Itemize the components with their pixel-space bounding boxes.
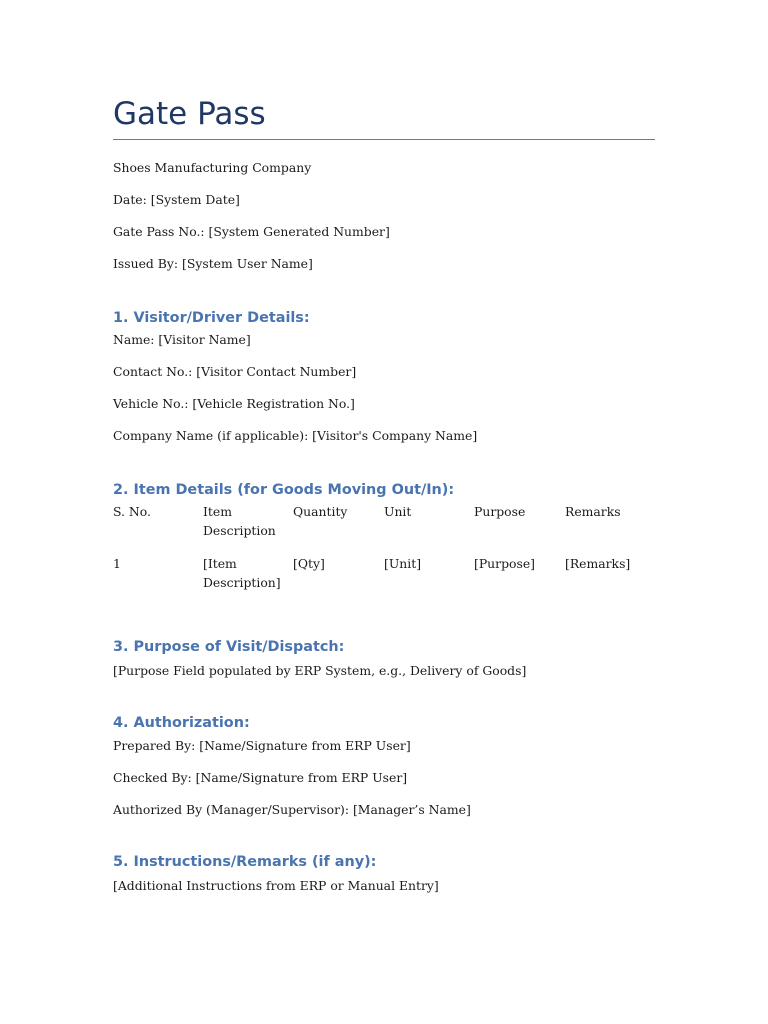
instructions-text: [Additional Instructions from ERP or Manual Entry]: [113, 878, 439, 893]
issued-by-line: Issued By: [System User Name]: [113, 256, 313, 271]
document-title: Gate Pass: [113, 96, 266, 132]
visitor-contact-line: Contact No.: [Visitor Contact Number]: [113, 364, 357, 379]
date-line: Date: [System Date]: [113, 192, 240, 207]
vehicle-number-line: Vehicle No.: [Vehicle Registration No.]: [113, 396, 355, 411]
authorization-section-heading: 4. Authorization:: [113, 715, 250, 731]
table-cell: [Qty]: [293, 556, 325, 571]
authorized-by-line: Authorized By (Manager/Supervisor): [Manager’s Name]: [113, 802, 471, 817]
prepared-by-line: Prepared By: [Name/Signature from ERP User]: [113, 738, 411, 753]
column-header: Purpose: [474, 504, 526, 519]
item-details-heading: 2. Item Details (for Goods Moving Out/In):: [113, 482, 455, 498]
visitor-name-line: Name: [Visitor Name]: [113, 332, 251, 347]
table-cell: [Remarks]: [565, 556, 631, 571]
column-header: Quantity: [293, 504, 348, 519]
gate-pass-number-line: Gate Pass No.: [System Generated Number]: [113, 224, 390, 239]
checked-by-line: Checked By: [Name/Signature from ERP User]: [113, 770, 408, 785]
column-header: S. No.: [113, 504, 151, 519]
title-divider: [113, 139, 655, 140]
table-cell: 1: [113, 556, 121, 571]
company-name: Shoes Manufacturing Company: [113, 160, 312, 175]
visitor-section-heading: 1. Visitor/Driver Details:: [113, 310, 310, 326]
column-header: Remarks: [565, 504, 621, 519]
table-cell: [Item Description]: [203, 556, 281, 590]
instructions-section-heading: 5. Instructions/Remarks (if any):: [113, 854, 377, 870]
column-header: Unit: [384, 504, 412, 519]
visitor-company-line: Company Name (if applicable): [Visitor's Company Name]: [113, 428, 478, 443]
column-header: Item Description: [203, 504, 276, 538]
table-cell: [Purpose]: [474, 556, 535, 571]
table-cell: [Unit]: [384, 556, 422, 571]
purpose-text: [Purpose Field populated by ERP System, e.g., Delivery of Goods]: [113, 663, 527, 678]
purpose-section-heading: 3. Purpose of Visit/Dispatch:: [113, 639, 345, 655]
